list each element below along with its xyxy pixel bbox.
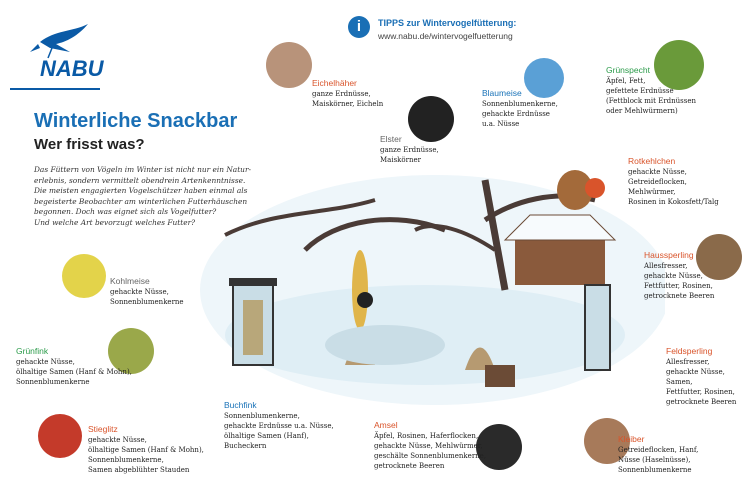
bird-label-gruenfink — [16, 346, 132, 387]
tip-url[interactable]: www.nabu.de/wintervogelfuetterung — [378, 31, 513, 41]
bird-name: Haussperling — [644, 250, 694, 260]
bird-name: Kleiber — [618, 434, 645, 444]
bird-food: Allesfresser, gehackte Nüsse, Fettfutter, Rosinen, getrocknete Beeren — [644, 262, 715, 300]
bird-label-buchfink — [224, 400, 334, 451]
tip-title: TIPPS zur Wintervogelfütterung: — [378, 18, 517, 28]
nabu-logo[interactable] — [10, 22, 110, 90]
bird-label-kleiber — [618, 434, 698, 475]
logo-text: NABU — [40, 56, 104, 81]
bird-name: Grünspecht — [606, 65, 650, 75]
bird-name: Buchfink — [224, 400, 257, 410]
bird-label-hausspatz — [644, 250, 714, 301]
info-icon[interactable]: i — [348, 16, 370, 38]
bird-name: Kohlmeise — [110, 276, 150, 286]
bird-label-eichelhaeher — [312, 78, 383, 109]
bird-name: Stieglitz — [88, 424, 118, 434]
bird-label-feldsperling — [666, 346, 752, 407]
bird-food: ganze Erdnüsse, Maiskörner — [380, 146, 439, 164]
bird-food: Sonnenblumenkerne, gehackte Erdnüsse u.a. Nüsse — [482, 100, 558, 128]
bird-food: gehackte Nüsse, ölhaltige Samen (Hanf & Mohn), Sonnenblumenkerne, Samen abgeblühter Stauden — [88, 436, 204, 474]
bird-name: Eichelhäher — [312, 78, 357, 88]
bird-name: Elster — [380, 134, 402, 144]
bird-name: Feldsperling — [666, 346, 713, 356]
bird-label-kohlmeise — [110, 276, 184, 307]
bird-name: Rotkehlchen — [628, 156, 676, 166]
bird-food: Äpfel, Rosinen, Haferflocken, gehackte Nüsse, Mehlwürmer, geschälte Sonnenblumenkerne, getrocknete Beeren — [374, 432, 487, 470]
bird-label-blaumeise — [482, 88, 558, 129]
bird-food: gehackte Nüsse, Sonnenblumenkerne — [110, 288, 184, 306]
winter-scene — [185, 140, 665, 410]
bird-food: ganze Erdnüsse, Maiskörner, Eicheln — [312, 90, 384, 108]
bird-food: Getreideflocken, Hanf, Nüsse (Haselnüsse), Sonnenblumenkerne — [618, 446, 699, 474]
bird-name: Grünfink — [16, 346, 49, 356]
page-subtitle: Wer frisst was? — [34, 136, 145, 153]
bird-food: Sonnenblumenkerne, gehackte Erdnüsse u.a. Nüsse, ölhaltige Samen (Hanf), Bucheckern — [224, 412, 334, 450]
intro-text: Das Füttern von Vögeln im Winter ist nicht nur ein Natur- erlebnis, sondern vermittelt obendrein Artenkenntnisse. Die meisten engagierten Vogelschützer haben einmal als begeisterte Beobachter am winterlichen Futterhäuschen begonnen. Doch was eignet sich als Vogelfutter? Und welche Art bevorzugt welches Futter? — [34, 165, 251, 227]
page-title: Winterliche Snackbar — [34, 110, 238, 132]
bird-label-gruenspecht — [606, 65, 696, 116]
stieglitz-portrait — [38, 414, 82, 458]
bird-label-amsel — [374, 420, 486, 471]
kohlmeise-portrait — [62, 254, 106, 298]
bird-name: Blaumeise — [482, 88, 522, 98]
bird-name: Amsel — [374, 420, 398, 430]
logo-underline — [10, 88, 100, 90]
bird-label-stieglitz — [88, 424, 204, 475]
bird-food: Äpfel, Fett, gefettete Erdnüsse (Fettblock mit Erdnüssen oder Mehlwürmern) — [606, 77, 696, 115]
bird-label-rotkehlchen — [628, 156, 719, 207]
bird-food: gehackte Nüsse, ölhaltige Samen (Hanf & Mohn), Sonnenblumenkerne — [16, 358, 132, 386]
eichelhaeher-portrait — [266, 42, 312, 88]
bird-food: gehackte Nüsse, Getreideflocken, Mehlwürmer, Rosinen in Kokosfett/Talg — [628, 168, 719, 206]
bird-food: Allesfresser, gehackte Nüsse, Samen, Fettfutter, Rosinen, getrocknete Beeren — [666, 358, 737, 406]
bird-label-elster — [380, 134, 439, 165]
